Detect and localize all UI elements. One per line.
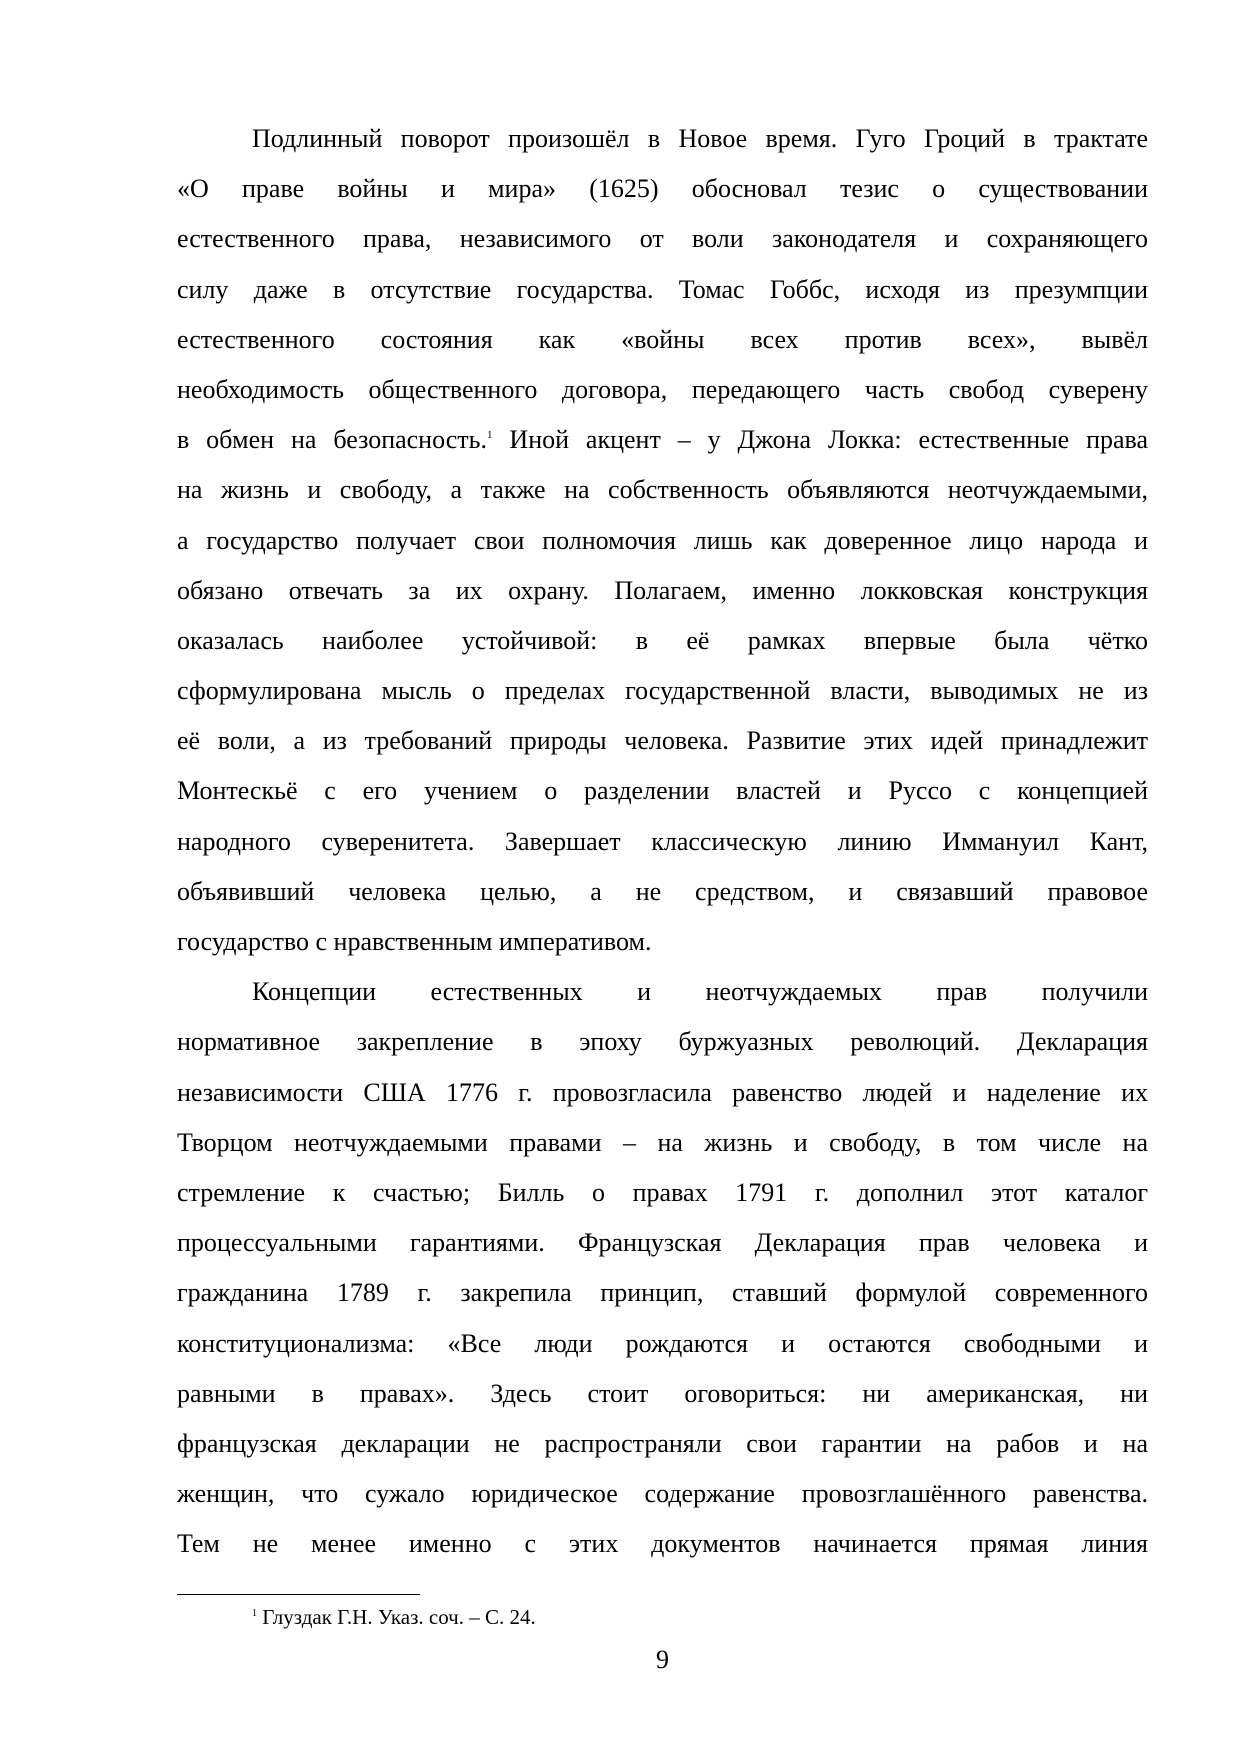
text-line: Тем не менее именно с этих документов начинается прямая линия	[177, 1529, 1148, 1559]
text-line: независимости США 1776 г. провозгласила равенство людей и наделение их	[177, 1077, 1148, 1107]
text-line: стремление к счастью; Билль о правах 1791 г. дополнил этот каталог	[177, 1177, 1148, 1207]
text-line: естественного права, независимого от воли законодателя и сохраняющего	[177, 224, 1148, 254]
text-line-with-footnote	[177, 415, 1148, 465]
text-segment: Иной акцент – у Джона Локка: естественные права	[492, 425, 1148, 455]
footnote-separator	[177, 1594, 420, 1595]
text-line: «О праве войны и мира» (1625) обосновал тезис о существовании	[177, 174, 1148, 204]
text-segment: в обмен на безопасность.	[177, 425, 488, 455]
text-line: объявивший человека целью, а не средством, и связавший правовое	[177, 876, 1148, 906]
text-line: Творцом неотчуждаемыми правами – на жизнь и свободу, в том числе на	[177, 1127, 1148, 1157]
footnote-reference[interactable]: 1	[487, 429, 493, 442]
text-line: народного суверенитета. Завершает классическую линию Иммануил Кант,	[177, 826, 1148, 856]
text-line: необходимость общественного договора, передающего часть свобод суверену	[177, 374, 1148, 404]
text-line: равными в правах». Здесь стоит оговориться: ни американская, ни	[177, 1378, 1148, 1408]
text-line: Подлинный поворот произошёл в Новое время. Гуго Гроций в трактате	[252, 124, 1148, 153]
text-line: Концепции естественных и неотчуждаемых прав получили	[252, 977, 1148, 1007]
text-line: Монтескьё с его учением о разделении властей и Руссо с концепцией	[177, 776, 1148, 806]
footnote-number: 1	[252, 1608, 257, 1619]
text-line: французская декларации не распространяли свои гарантии на рабов и на	[177, 1428, 1148, 1458]
page-number: 9	[656, 1645, 669, 1674]
text-line: оказалась наиболее устойчивой: в её рамках впервые была чётко	[177, 625, 1148, 655]
text-line: обязано отвечать за их охрану. Полагаем, именно локковская конструкция	[177, 575, 1148, 605]
text-line: женщин, что сужало юридическое содержание провозглашённого равенства.	[177, 1479, 1148, 1509]
text-line: на жизнь и свободу, а также на собственность объявляются неотчуждаемыми,	[177, 475, 1148, 505]
text-line: сформулирована мысль о пределах государственной власти, выводимых не из	[177, 676, 1148, 706]
text-line: а государство получает свои полномочия лишь как доверенное лицо народа и	[177, 525, 1148, 555]
text-line: государство с нравственным императивом.	[177, 927, 652, 956]
text-line: конституционализма: «Все люди рождаются и остаются свободными и	[177, 1328, 1148, 1358]
text-line: силу даже в отсутствие государства. Томас Гоббс, исходя из презумпции	[177, 274, 1148, 304]
footnote	[252, 1603, 536, 1631]
text-line: естественного состояния как «войны всех против всех», вывёл	[177, 324, 1148, 354]
text-line: нормативное закрепление в эпоху буржуазных революций. Декларация	[177, 1027, 1148, 1057]
text-line: процессуальными гарантиями. Французская Декларация прав человека и	[177, 1228, 1148, 1258]
text-line: гражданина 1789 г. закрепила принцип, ставший формулой современного	[177, 1278, 1148, 1308]
text-line: её воли, а из требований природы человека. Развитие этих идей принадлежит	[177, 726, 1148, 756]
footnote-text: Глуздак Г.Н. Указ. соч. – С. 24.	[257, 1605, 536, 1629]
body-text	[177, 114, 1148, 1569]
